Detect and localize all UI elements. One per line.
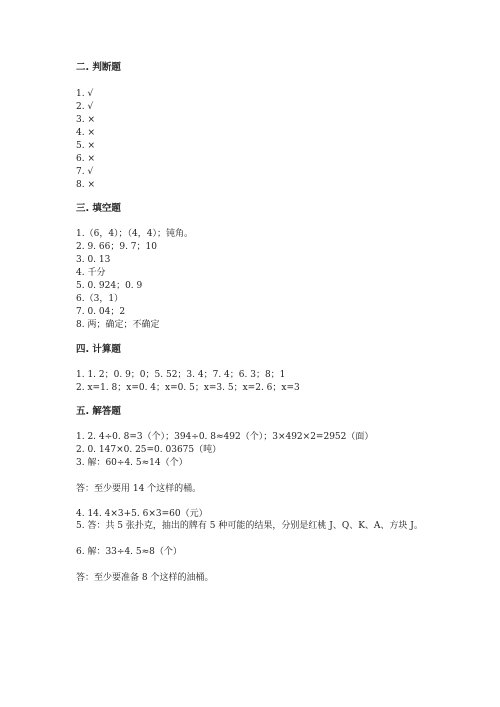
judge-item: 7. √ xyxy=(76,167,94,177)
fill-item: 5. 0. 924；0. 9 xyxy=(76,281,143,291)
answer-item: 5. 答：共 5 张扑克，抽出的牌有 5 种可能的结果，分别是红桃 J、Q、K、A、方块 J。 xyxy=(76,521,423,531)
fill-item: 1.（6，4）；（4，4）；钝角。 xyxy=(76,229,193,239)
answer-item: 6. 解：33÷4. 5≈8（个） xyxy=(76,547,182,557)
calc-item: 2. x=1. 8；x=0. 4；x=0. 5；x=3. 5；x=2. 6；x=3 xyxy=(76,383,300,393)
calc-item: 1. 1. 2；0. 9；0；5. 52；3. 4；7. 4；6. 3；8；1 xyxy=(76,370,286,380)
fill-item: 6.（3，1） xyxy=(76,294,124,304)
answer-conclusion: 答：至少要用 14 个这样的桶。 xyxy=(76,484,202,494)
fill-item: 7. 0. 04；2 xyxy=(76,307,126,317)
judge-item: 4. × xyxy=(76,128,95,138)
section-title-calc: 四. 计算题 xyxy=(76,344,121,355)
fill-item: 8. 两；确定；不确定 xyxy=(76,320,160,330)
section-title-fill: 三. 填空题 xyxy=(76,203,121,214)
judge-item: 8. × xyxy=(76,180,95,190)
answer-item: 2. 0. 147×0. 25=0. 03675（吨） xyxy=(76,445,222,455)
answer-item: 3. 解：60÷4. 5≈14（个） xyxy=(76,458,188,468)
answer-conclusion: 答：至少要准备 8 个这样的油桶。 xyxy=(76,573,214,583)
section-title-judge: 二. 判断题 xyxy=(76,62,121,73)
judge-item: 2. √ xyxy=(76,102,94,112)
judge-item: 1. √ xyxy=(76,89,94,99)
judge-item: 5. × xyxy=(76,141,95,151)
judge-item: 6. × xyxy=(76,154,95,164)
fill-item: 2. 9. 66；9. 7；10 xyxy=(76,242,157,252)
judge-item: 3. × xyxy=(76,115,95,125)
fill-item: 3. 0. 13 xyxy=(76,255,111,265)
fill-item: 4. 千分 xyxy=(76,268,106,278)
section-title-answer: 五. 解答题 xyxy=(76,406,121,417)
answer-item: 1. 2. 4÷0. 8=3（个）；394÷0. 8≈492（个）；3×492×2=2952（面） xyxy=(76,432,374,442)
answer-item: 4. 14. 4×3+5. 6×3=60（元） xyxy=(76,509,208,519)
